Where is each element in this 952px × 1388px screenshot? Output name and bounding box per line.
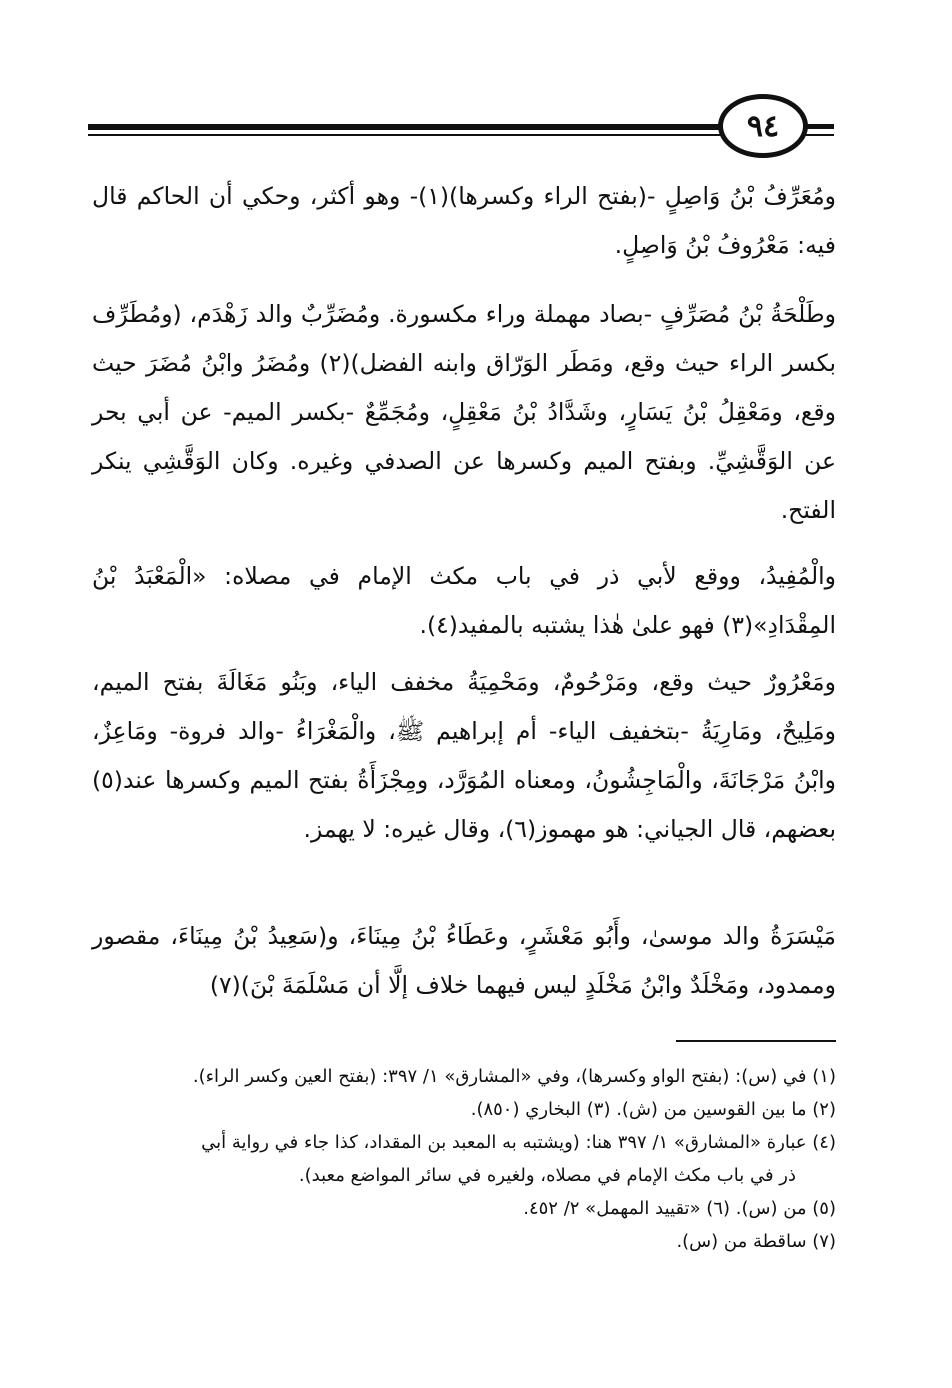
paragraph-3 <box>92 552 836 650</box>
header-rule-thick <box>88 124 728 130</box>
header-rule-thin <box>88 134 728 136</box>
paragraph-1 <box>92 172 836 270</box>
footnote-7: (٧) ساقطة من (س). <box>676 1231 836 1252</box>
footnote-1: (١) في (س): (بفتح الواو وكسرها)، وفي «المشارق» ١/ ٣٩٧: (بفتح العين وكسر الراء). <box>192 1066 836 1087</box>
footnote-4: (٤) عبارة «المشارق» ١/ ٣٩٧ هنا: (ويشتبه به المعبد بن المقداد، كذا جاء في رواية أبي <box>201 1132 836 1153</box>
footnotes <box>92 1060 836 1258</box>
paragraph-2 <box>92 290 836 535</box>
paragraph-text: وطَلْحَةُ بْنُ مُصَرِّفٍ -بصاد مهملة وراء مكسورة. ومُضَرِّبٌ والد زَهْدَم، (ومُطَرِّف بكسر الراء حيث وقع، ومَطَر الوَرّاق وابنه الفضل)(٢) ومُضَرُ وابْنُ مُضَرَ حيث وقع، ومَعْقِلُ بْنُ يَسَارٍ، وشَدَّادُ بْنُ مَعْقِلٍ، ومُجَمِّعٌ -بكسر الميم- عن أبي بحر عن الوَقَّشِيِّ. وبفتح الميم وكسرها عن الصدفي وغيره. وكان الوَقَّشِي ينكر الفتح. <box>92 300 836 524</box>
footnote-2-3: (٢) ما بين القوسين من (ش). (٣) البخاري (٨٥٠). <box>470 1099 836 1120</box>
paragraph-text: ومُعَرِّفُ بْنُ وَاصِلٍ -(بفتح الراء وكسرها)(١)- وهو أكثر، وحكي أن الحاكم قال فيه: مَعْرُوفُ بْنُ وَاصِلٍ. <box>92 182 837 259</box>
paragraph-text: ومَعْرُورٌ حيث وقع، ومَرْحُومٌ، ومَحْمِيَةُ مخفف الياء، وبَنُو مَغَالَةَ بفتح الميم، ومَلِيحٌ، ومَارِيَةُ -بتخفيف الياء- أم إبراهيم ﷺ، والْمَغْرَاءُ -والد فروة- ومَاعِزٌ، وابْنُ مَرْجَانَةَ، والْمَاجِشُونُ، ومعناه المُوَرَّد، ومِجْزَأَةُ بفتح الميم وكسرها عند(٥) بعضهم، قال الجياني: هو مهموز(٦)، وقال غيره: لا يهمز. <box>92 668 836 843</box>
paragraph-5 <box>92 912 836 1010</box>
footnote-5-6: (٥) من (س). (٦) «تقييد المهمل» ٢/ ٤٥٢. <box>523 1198 836 1219</box>
page-number: ٩٤ <box>718 94 808 158</box>
footnote-separator <box>676 1040 836 1042</box>
paragraph-text: والْمُفِيدُ، ووقع لأبي ذر في باب مكث الإمام في مصلاه: «الْمَعْبَدُ بْنُ المِقْدَادِ»(٣) فهو علىٰ هٰذا يشتبه بالمفيد(٤). <box>92 562 836 639</box>
footnote-4-continued: ذر في باب مكث الإمام في مصلاه، ولغيره في سائر المواضع معبد). <box>298 1165 796 1186</box>
paragraph-4 <box>92 658 836 854</box>
paragraph-text: مَيْسَرَةُ والد موسىٰ، وأَبُو مَعْشَرٍ، وعَطَاءُ بْنُ مِينَاءَ، و(سَعِيدُ بْنُ مِينَاءَ، مقصور وممدود، ومَخْلَدٌ وابْنُ مَخْلَدٍ ليس فيهما خلاف إلَّا أن مَسْلَمَةَ بْنَ)(٧) <box>92 922 836 999</box>
